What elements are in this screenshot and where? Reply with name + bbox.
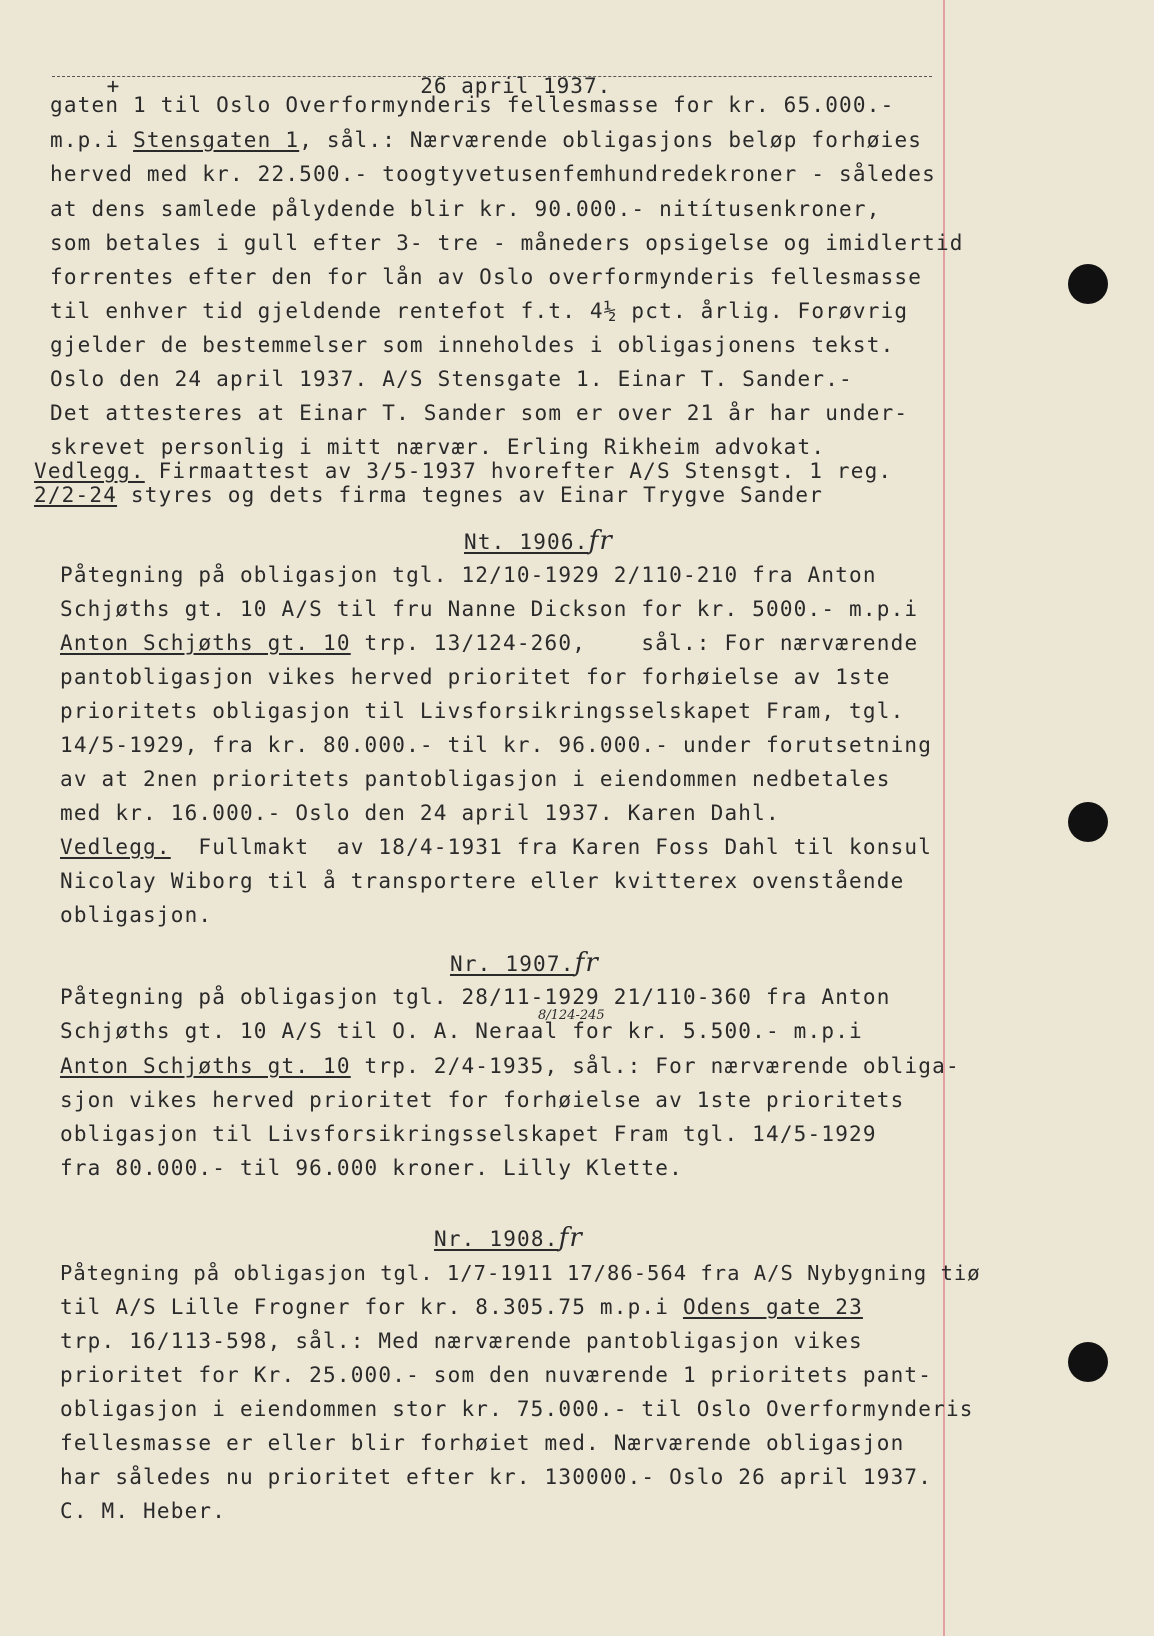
text-line: obligasjon til Livsforsikringsselskapet Fram tgl. 14/5-1929 — [60, 1122, 877, 1146]
text-line: Schjøths gt. 10 A/S til fru Nanne Dickson for kr. 5000.- m.p.i — [60, 597, 919, 621]
punch-hole — [1068, 264, 1108, 304]
underlined-address: Anton Schjøths gt. 10 — [60, 1054, 351, 1078]
text-line: forrentes efter den for lån av Oslo overformynderis fellesmasse — [50, 265, 923, 289]
text-line: trp. 16/113-598, sål.: Med nærværende pantobligasjon vikes — [60, 1329, 863, 1353]
header-plus: + — [106, 74, 121, 98]
entry-number: Nr. 1907.fr — [450, 948, 600, 978]
handwritten-note: 8/124-245 — [538, 1008, 605, 1023]
text-line: Nicolay Wiborg til å transportere eller kvitterex ovenstående — [60, 869, 905, 893]
underlined-address: Stensgaten 1 — [133, 128, 300, 152]
text-line: som betales i gull efter 3- tre - måneders opsigelse og imidlertid — [50, 231, 964, 255]
text-line: prioritets obligasjon til Livsforsikringsselskapet Fram, tgl. — [60, 699, 905, 723]
text-line: Schjøths gt. 10 A/S til O. A. Neraal for kr. 5.500.- m.p.i — [60, 1019, 863, 1043]
text-line: herved med kr. 22.500.- toogtyvetusenfemhundredekroner - således — [50, 162, 936, 186]
text-line: at dens samlede pålydende blir kr. 90.000.- nitítusenkroner, — [50, 197, 881, 221]
initials-mark: fr — [558, 1223, 584, 1253]
text-line: m.p.i Stensgaten 1, sål.: Nærværende obligasjons beløp forhøies — [50, 128, 923, 152]
text-line: Anton Schjøths gt. 10 trp. 13/124-260, sål.: For nærværende — [60, 631, 919, 655]
entry-number: Nr. 1908.fr — [434, 1223, 584, 1253]
vedlegg-date: 2/2-24 — [34, 483, 118, 507]
text-line: C. M. Heber. — [60, 1499, 227, 1523]
text-line: Påtegning på obligasjon tgl. 1/7-1911 17/86-564 fra A/S Nybygning tiø — [60, 1261, 981, 1285]
text-line: gjelder de bestemmelser som inneholdes i obligasjonens tekst. — [50, 333, 895, 357]
text-line: fellesmasse er eller blir forhøiet med. Nærværende obligasjon — [60, 1431, 905, 1455]
vedlegg-label: Vedlegg. — [60, 835, 171, 859]
text-line: Vedlegg. Fullmakt av 18/4-1931 fra Karen Foss Dahl til konsul — [60, 835, 933, 859]
text-line: av at 2nen prioritets pantobligasjon i eiendommen nedbetales — [60, 767, 891, 791]
text-line: Det attesteres at Einar T. Sander som er over 21 år har under- — [50, 401, 909, 425]
text-line: obligasjon i eiendommen stor kr. 75.000.- til Oslo Overformynderis — [60, 1397, 974, 1421]
text-line: prioritet for Kr. 25.000.- som den nuværende 1 prioritets pant- — [60, 1363, 933, 1387]
text-line: sjon vikes herved prioritet for forhøielse av 1ste prioritets — [60, 1088, 905, 1112]
header-rule — [52, 76, 932, 77]
entry-number: Nt. 1906.fr — [464, 526, 614, 556]
text-line: til A/S Lille Frogner for kr. 8.305.75 m.p.i Odens gate 23 — [60, 1295, 863, 1319]
text-line: skrevet personlig i mitt nærvær. Erling Rikheim advokat. — [50, 435, 826, 459]
text-line: Vedlegg. Firmaattest av 3/5-1937 hvorefter A/S Stensgt. 1 reg. — [34, 459, 893, 483]
text-line: til enhver tid gjeldende rentefot f.t. 4½ pct. årlig. Forøvrig — [50, 299, 909, 323]
text-line: Oslo den 24 april 1937. A/S Stensgate 1. Einar T. Sander.- — [50, 367, 853, 391]
text-line: har således nu prioritet efter kr. 130000.- Oslo 26 april 1937. — [60, 1465, 933, 1489]
initials-mark: fr — [588, 526, 614, 556]
punch-hole — [1068, 802, 1108, 842]
punch-hole — [1068, 1342, 1108, 1382]
vedlegg-label: Vedlegg. — [34, 459, 145, 483]
text-line: 2/2-24 styres og dets firma tegnes av Einar Trygve Sander — [34, 483, 824, 507]
text-line: 14/5-1929, fra kr. 80.000.- til kr. 96.000.- under forutsetning — [60, 733, 933, 757]
text-line: Påtegning på obligasjon tgl. 12/10-1929 2/110-210 fra Anton — [60, 563, 877, 587]
text-line: obligasjon. — [60, 903, 213, 927]
underlined-address: Anton Schjøths gt. 10 — [60, 631, 351, 655]
text-line: pantobligasjon vikes herved prioritet for forhøielse av 1ste — [60, 665, 891, 689]
underlined-address: Odens gate 23 — [682, 1295, 863, 1319]
text-line: fra 80.000.- til 96.000 kroner. Lilly Klette. — [60, 1156, 683, 1180]
text-line: gaten 1 til Oslo Overformynderis fellesmasse for kr. 65.000.- — [50, 93, 895, 117]
text-line: med kr. 16.000.- Oslo den 24 april 1937. Karen Dahl. — [60, 801, 780, 825]
text-line: Påtegning på obligasjon tgl. 28/11-1929 21/110-360 fra Anton — [60, 985, 891, 1009]
header-date: 26 april 1937. — [420, 74, 612, 98]
text-line: Anton Schjøths gt. 10 trp. 2/4-1935, sål.: For nærværende obliga- — [60, 1054, 960, 1078]
initials-mark: fr — [574, 948, 600, 978]
